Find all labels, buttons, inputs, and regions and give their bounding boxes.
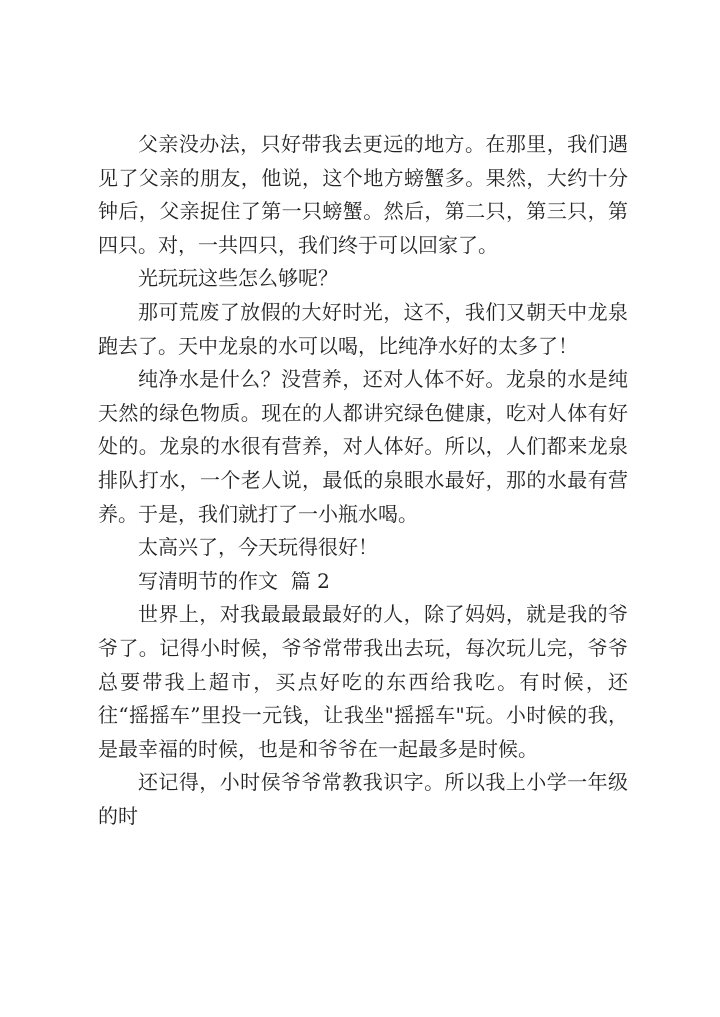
paragraph: 太高兴了，今天玩得很好！ [138, 535, 378, 560]
paragraph: 纯净水是什么？没营养，还对人体不好。龙泉的水是纯天然的绿色物质。现在的人都讲究绿色健康，吃对人体有好处的。龙泉的水很有营养，对人体好。所以，人们都来龙泉排队打水，一个老人说，最低的泉眼水最好，那的水最有营养。于是，我们就打了一小瓶水喝。 [98, 367, 628, 526]
paragraph: 世界上，对我最最最最好的人，除了妈妈，就是我的爷爷了。记得小时候，爷爷常带我出去玩，每次玩儿完，爷爷总要带我上超市，买点好吃的东西给我吃。有时候，还往“摇摇车”里投一元钱，让我坐"摇摇车"玩。小时候的我，是最幸福的时候，也是和爷爷在一起最多是时候。 [98, 602, 628, 761]
paragraph: 还记得，小时侯爷爷常教我识字。所以我上小学一年级的时 [98, 770, 628, 828]
section-heading: 写清明节的作文 篇 2 [138, 568, 330, 593]
paragraph: 那可荒废了放假的大好时光，这不，我们又朝天中龙泉跑去了。天中龙泉的水可以喝，比纯净水好的太多了！ [98, 299, 628, 358]
paragraph: 父亲没办法，只好带我去更远的地方。在那里，我们遇见了父亲的朋友，他说，这个地方螃蟹多。果然，大约十分钟后，父亲捉住了第一只螃蟹。然后，第二只，第三只，第四只。对，一共四只，我们终于可以回家了。 [98, 132, 628, 257]
article-body [98, 128, 628, 833]
paragraph: 光玩玩这些怎么够呢？ [138, 266, 338, 291]
